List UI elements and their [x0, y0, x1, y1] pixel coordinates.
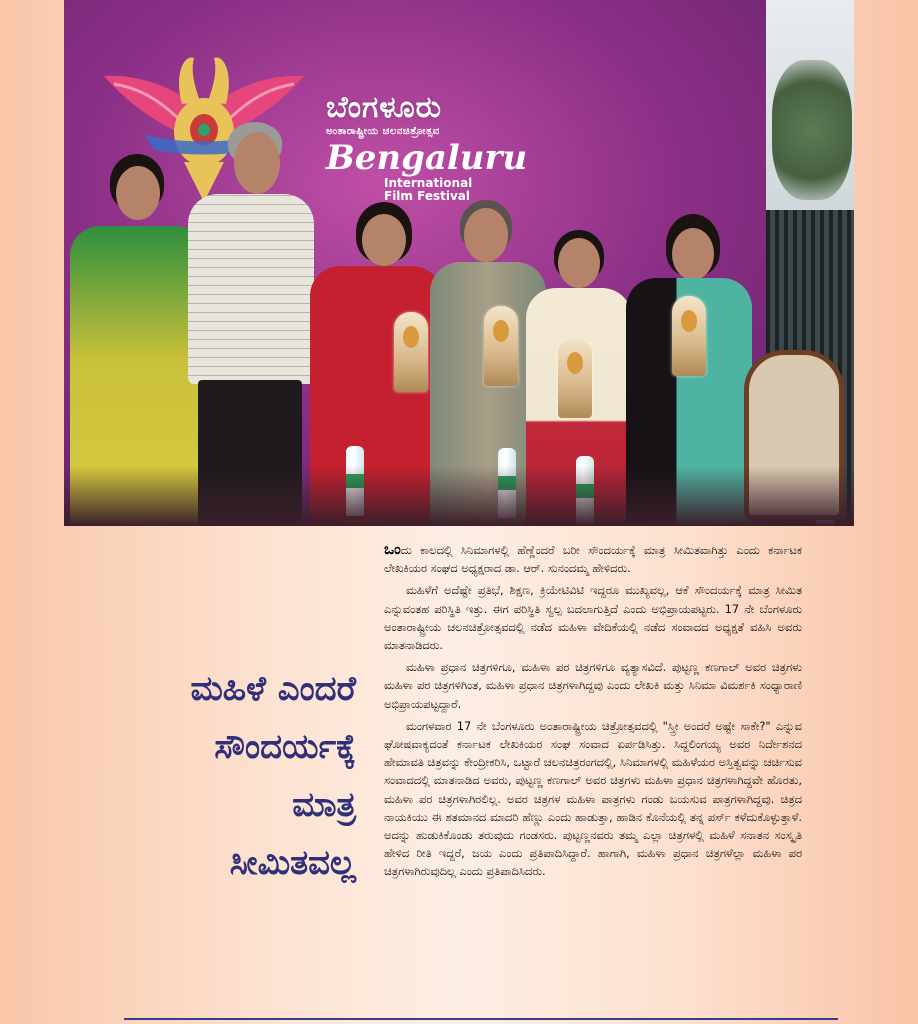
festival-english-subtitle-1: International — [384, 176, 473, 190]
festival-kannada-subtitle: ಅಂತಾರಾಷ್ಟ್ರೀಯ ಚಲನಚಿತ್ರೋತ್ಸವ — [326, 126, 440, 137]
headline-line-4: ಸೀಮಿತವಲ್ಲ — [229, 843, 356, 883]
floor-shadow — [64, 466, 854, 526]
article-paragraph-2: ಮಹಿಳೆಗೆ ಅದೆಷ್ಟೇ ಪ್ರತಿಭೆ, ಶಿಕ್ಷಣ, ಕ್ರಿಯೇಟಿವಿಟಿ ಇದ್ದರೂ ಮುಖ್ಯವಲ್ಲ, ಆಕೆ ಸೌಂದರ್ಯಕ್ಕೆ ಮಾತ್ರ ಸೀಮಿತ ಎನ್ನುವಂತಹ ಪರಿಸ್ಥಿತಿ ಇತ್ತು. ಈಗ ಪರಿಸ್ಥಿತಿ ಸ್ವಲ್ಪ ಬದಲಾಗುತ್ತಿದೆ ಎಂದು ಅಭಿಪ್ರಾಯಪಟ್ಟರು. 17 ನೇ ಬೆಂಗಳೂರು ಅಂತಾರಾಷ್ಟ್ರೀಯ ಚಲನಚಿತ್ರೋತ್ಸವದಲ್ಲಿ ನಡೆದ ಮಹಿಳಾ ವೇದಿಕೆಯಲ್ಲಿ ನಡೆದ ಸಂವಾದದ ಅಧ್ಯಕ್ಷತೆ ವಹಿಸಿ ಅವರು ಮಾತನಾಡಿದರು. — [384, 583, 802, 653]
headline — [100, 660, 356, 892]
trophy-2 — [484, 306, 518, 386]
trophy-4 — [672, 296, 706, 376]
trophy-1 — [394, 312, 428, 392]
headline-line-1: ಮಹಿಳೆ ಎಂದರೆ — [190, 669, 356, 709]
trophy-3 — [558, 338, 592, 418]
tree-image — [772, 60, 852, 200]
article-paragraph-1 — [384, 540, 802, 577]
headline-line-2: ಸೌಂದರ್ಯಕ್ಕೆ — [214, 727, 356, 767]
festival-english-name: Bengaluru — [326, 138, 528, 178]
headline-line-3: ಮಾತ್ರ — [292, 785, 356, 825]
drop-cap: ಒಂ — [384, 540, 401, 558]
bottom-rule — [124, 1018, 838, 1020]
festival-english-subtitle-2: Film Festival — [384, 189, 470, 203]
paragraph-1-text: ದು ಕಾಲದಲ್ಲಿ ಸಿನಿಮಾಗಳಲ್ಲಿ ಹೆಣ್ಣೆಂದರೆ ಬರೀ ಸೌಂದರ್ಯಕ್ಕೆ ಮಾತ್ರ ಸೀಮಿತವಾಗಿತ್ತು ಎಂದು ಕರ್ನಾಟಕ ಲೇಖಕಿಯರ ಸಂಘದ ಅಧ್ಯಕ್ಷರಾದ ಡಾ. ಆರ್. ಸುನಂದಮ್ಮ ಹೇಳಿದರು. — [384, 543, 802, 576]
article-body — [384, 540, 802, 885]
event-photo — [64, 0, 854, 526]
article-paragraph-3: ಮಹಿಳಾ ಪ್ರಧಾನ ಚಿತ್ರಗಳಿಗೂ, ಮಹಿಳಾ ಪರ ಚಿತ್ರಗಳಿಗೂ ವ್ಯತ್ಯಾಸವಿದೆ. ಪುಟ್ಟಣ್ಣ ಕಣಗಾಲ್ ಅವರ ಚಿತ್ರಗಳು ಮಹಿಳಾ ಪರ ಚಿತ್ರಗಳಿಗಿಂತ, ಮಹಿಳಾ ಪ್ರಧಾನ ಚಿತ್ರಗಳಾಗಿದ್ದವು ಎಂದು ಲೇಖಕಿ ಮತ್ತು ಸಿನಿಮಾ ವಿಮರ್ಶಕಿ ಸಂಧ್ಯಾರಾಣಿ ಅಭಿಪ್ರಾಯಪಟ್ಟದ್ದಾರೆ. — [384, 660, 802, 711]
article-paragraph-4: ಮಂಗಳವಾರ 17 ನೇ ಬೆಂಗಳೂರು ಅಂತಾರಾಷ್ಟ್ರೀಯ ಚಿತ್ರೋತ್ಸವದಲ್ಲಿ "ಸ್ತ್ರೀ ಅಂದರೆ ಅಷ್ಟೇ ಸಾಕೇ?" ಎನ್ನುವ ಘೋಷವಾಕ್ಯದಂತೆ ಕರ್ನಾಟಕ ಲೇಖಕಿಯರ ಸಂಘ ಸಂವಾದ ಏರ್ಪಡಿಸಿತ್ತು. ಸಿದ್ದಲಿಂಗಯ್ಯ ಅವರ ನಿರ್ದೇಶನದ ಹೇಮಾವತಿ ಚಿತ್ರವನ್ನು ಕೇಂದ್ರೀಕರಿಸಿ, ಒಟ್ಟಾರೆ ಚಲನಚಿತ್ರರಂಗದಲ್ಲಿ, ಸಿನಿಮಾಗಳಲ್ಲಿ ಮಹಿಳೆಯರ ಅಸ್ತಿತ್ವವನ್ನು ಚರ್ಚಿಸುವ ಸಂವಾದದಲ್ಲಿ ಮಾತನಾಡಿದ ಅವರು, ಪುಟ್ಟಣ್ಣ ಕಣಗಾಲ್ ಅವರ ಚಿತ್ರಗಳು ಮಹಿಳಾ ಪ್ರಧಾನ ಚಿತ್ರಗಳಾಗಿದ್ದವೇ ಹೊರತು, ಮಹಿಳಾ ಪರ ಚಿತ್ರಗಳಾಗಿರಲಿಲ್ಲ. ಅವರ ಚಿತ್ರಗಳ ಮಹಿಳಾ ಪಾತ್ರಗಳು ಗಂಡು ಬಯಸುವ ಪಾತ್ರಗಳಾಗಿದ್ದವು. ಚಿತ್ರದ ನಾಯಕಿಯು ಈ ಶತಮಾನದ ಮಾದರಿ ಹೆಣ್ಣು ಎಂದು ಹಾಡುತ್ತಾ, ಹಾಡಿನ ಕೊನೆಯಲ್ಲಿ ತನ್ನ ಪರ್ಸ್ ಕಳೆದುಕೊಳ್ಳುತ್ತಾಳೆ. ಅದನ್ನು ಹುಡುಕಿಕೊಂಡು ತರುವುದು ಗಂಡಸರು. ಪುಟ್ಟಣ್ಣನವರು ತಮ್ಮ ಎಲ್ಲಾ ಚಿತ್ರಗಳಲ್ಲಿ ಮಹಿಳೆ ಸನಾತನ ಸಂಸ್ಕೃತಿ ಹೇಳಿದ ರೀತಿ ಇದ್ದರೆ, ಜಯ ಎಂದು ಪ್ರತಿಪಾದಿಸಿದ್ದಾರೆ. ಹಾಗಾಗಿ, ಮಹಿಳಾ ಪ್ರಧಾನ ಚಿತ್ರಗಳೆಲ್ಲಾ ಮಹಿಳಾ ಪರ ಚಿತ್ರಗಳಾಗಿರುವುದಿಲ್ಲ ಎಂದು ಪ್ರತಿಪಾದಿಸಿದರು. — [384, 718, 802, 879]
festival-kannada-name: ಬೆಂಗಳೂರು — [326, 90, 443, 125]
